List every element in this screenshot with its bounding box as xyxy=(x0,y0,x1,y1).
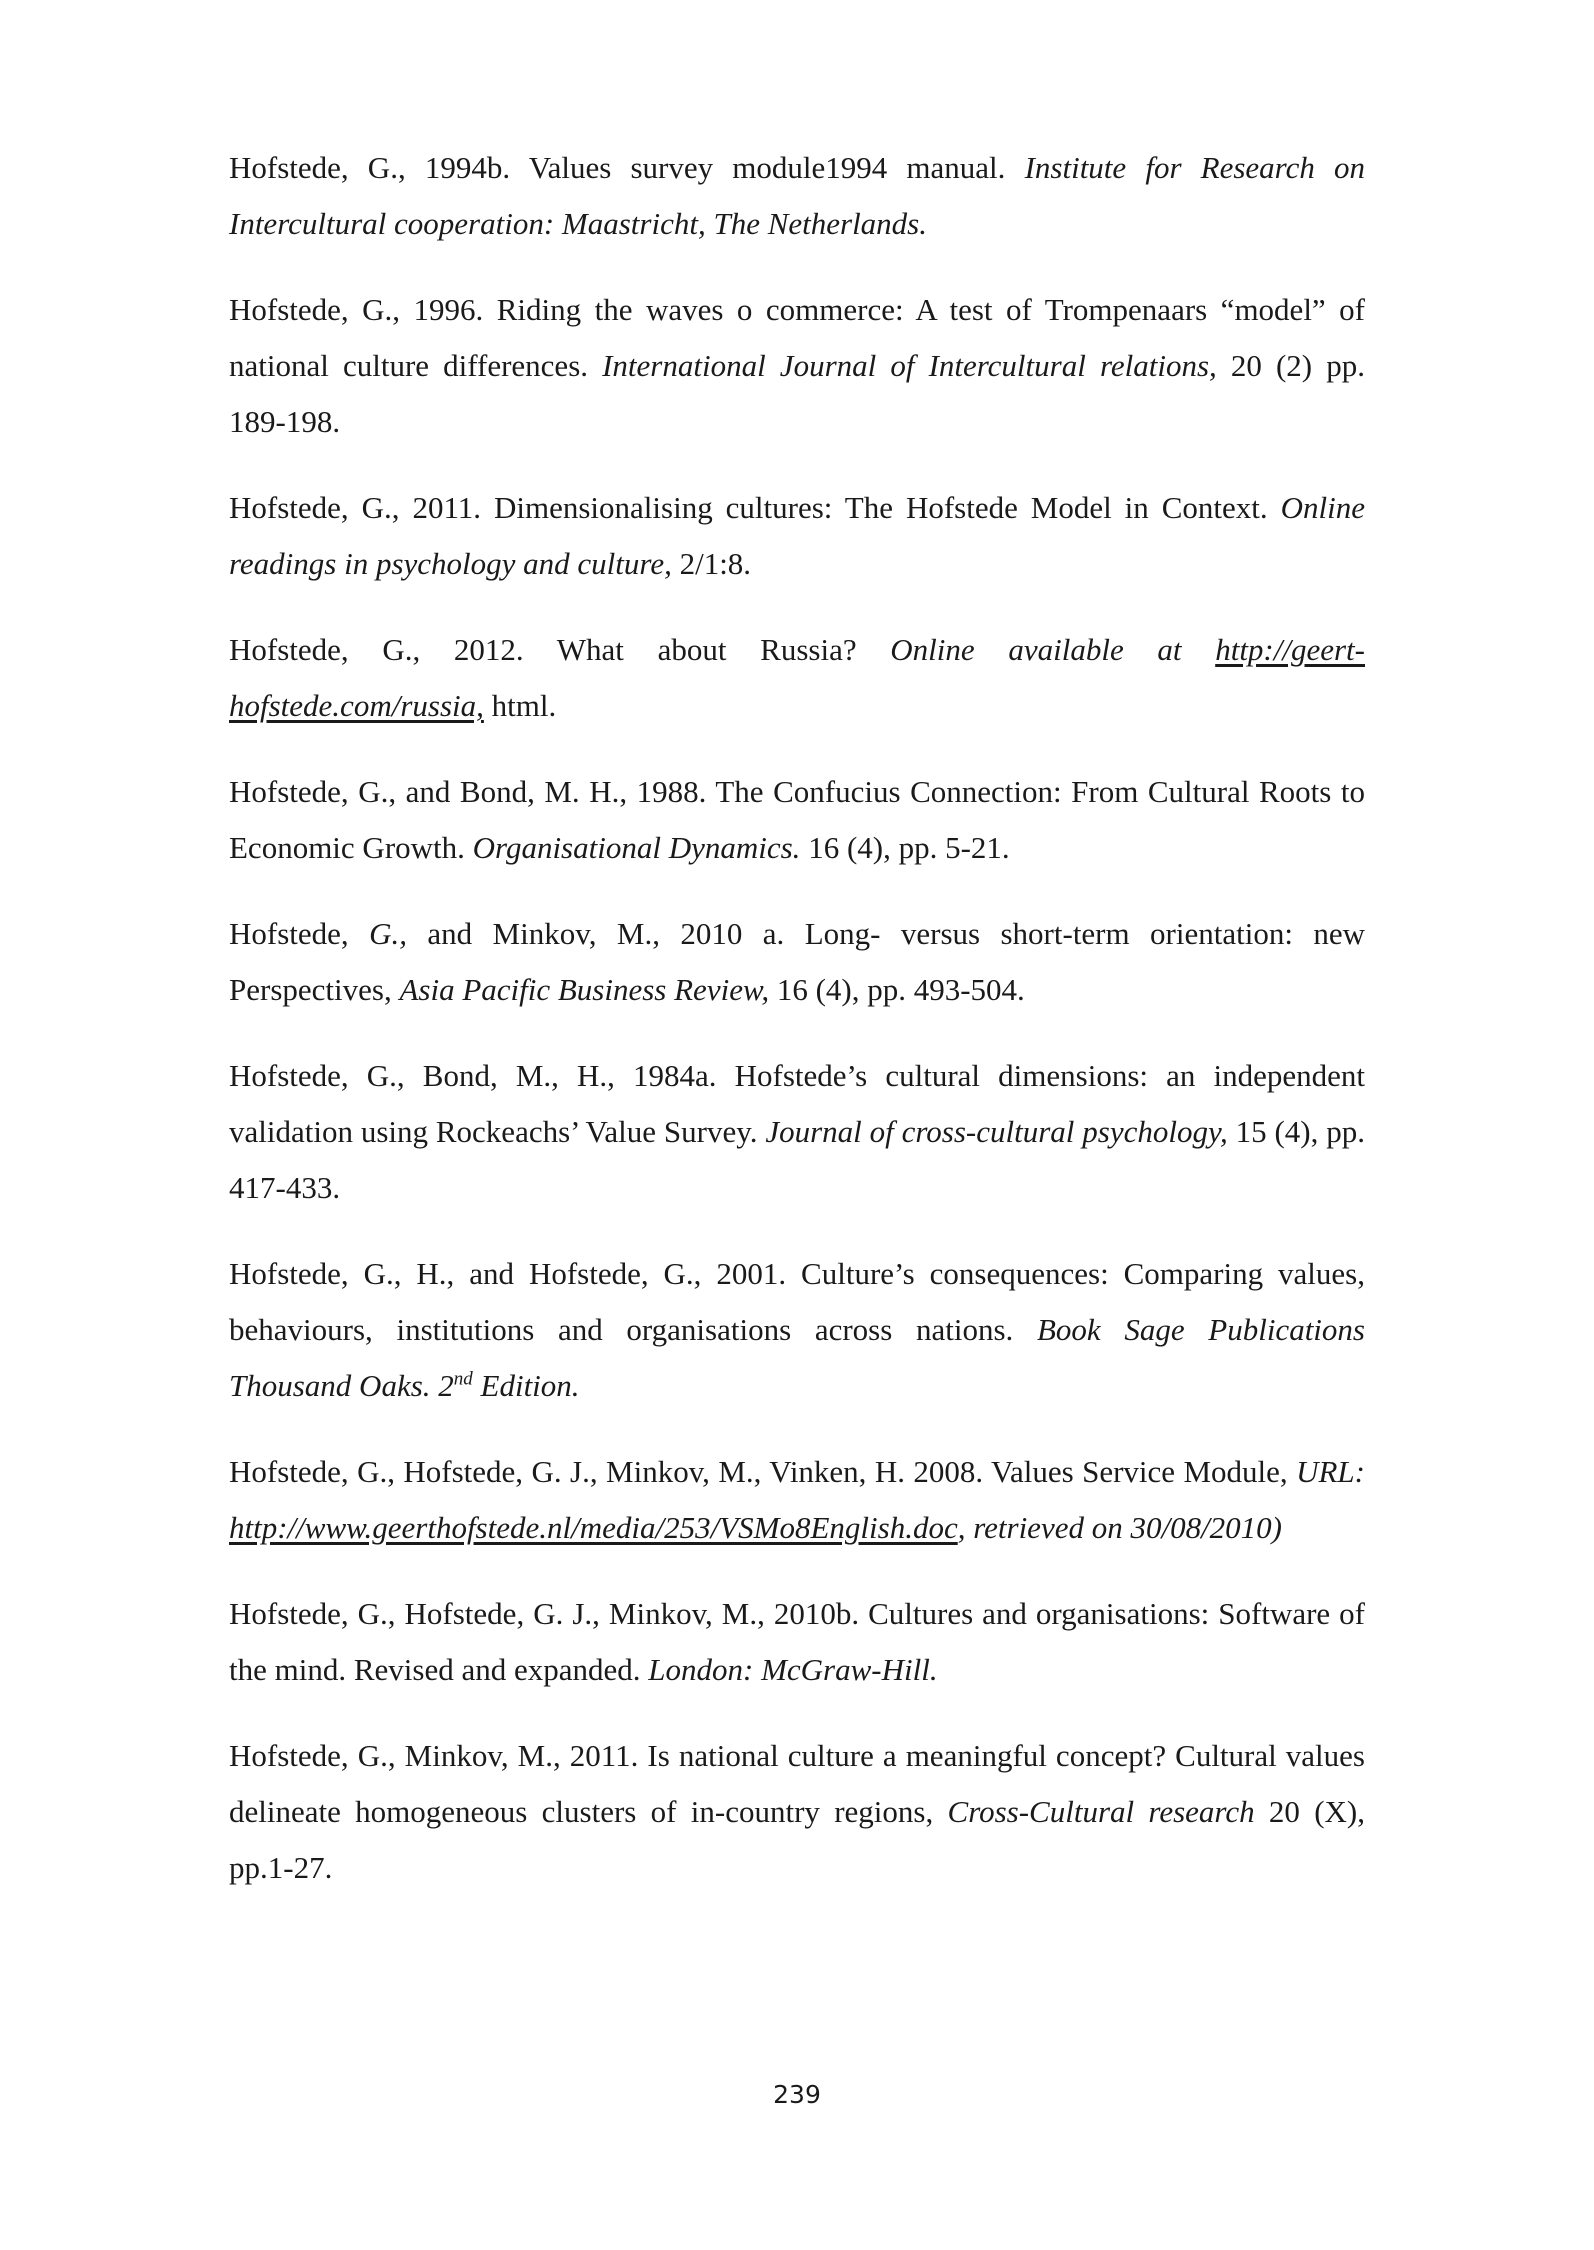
reference-entry xyxy=(229,480,1365,592)
reference-source: International Journal of Intercultural relations, xyxy=(602,348,1217,383)
reference-text: Hofstede, G., Hofstede, G. J., Minkov, M., 2010b. Cultures and organisations: Software of the mind. Revised and expanded. xyxy=(229,1596,1365,1687)
reference-details: html. xyxy=(483,688,557,723)
page-number: 239 xyxy=(773,2080,821,2109)
reference-entry xyxy=(229,1586,1365,1698)
reference-text: Hofstede, G., 1994b. Values survey module1994 manual. xyxy=(229,150,1025,185)
ordinal-suffix: nd xyxy=(453,1368,473,1390)
reference-text: Hofstede, G., 2011. Dimensionalising cultures: The Hofstede Model in Context. xyxy=(229,490,1281,525)
reference-text: Hofstede, xyxy=(229,916,370,951)
reference-details: 16 (4), pp. 493-504. xyxy=(769,972,1025,1007)
reference-entry xyxy=(229,1048,1365,1216)
reference-entry xyxy=(229,140,1365,252)
reference-entry xyxy=(229,764,1365,876)
reference-details: 20 (X), pp.1-27. xyxy=(229,1794,1365,1885)
reference-source: Journal of cross-cultural psychology, xyxy=(765,1114,1228,1149)
reference-details: 15 (4), pp. 417-433. xyxy=(229,1114,1365,1205)
reference-entry xyxy=(229,622,1365,734)
reference-details: 20 (2) pp. 189-198. xyxy=(229,348,1365,439)
reference-source: Institute for Research on Intercultural cooperation: Maastricht, The Netherlands. xyxy=(229,150,1365,241)
reference-source: Online readings in psychology and culture, xyxy=(229,490,1365,581)
reference-text: and Minkov, M., 2010 a. Long- versus short-term orientation: new Perspectives, xyxy=(229,916,1366,1007)
reference-link[interactable]: http://www.geerthofstede.nl/media/253/VSMo8English.doc xyxy=(229,1510,958,1545)
reference-link[interactable]: http://geert-hofstede.com/russia, xyxy=(229,632,1365,723)
reference-details: 2/1:8. xyxy=(671,546,752,581)
reference-source: Online available at xyxy=(890,632,1216,667)
reference-entry xyxy=(229,282,1365,450)
reference-text: Hofstede, G., and Bond, M. H., 1988. The Confucius Connection: From Cultural Roots to Economic Growth. xyxy=(229,774,1365,865)
reference-entry xyxy=(229,1728,1365,1896)
reference-source: Book Sage Publications Thousand Oaks. 2 xyxy=(229,1312,1365,1403)
reference-text: Hofstede, G., 1996. Riding the waves o commerce: A test of Trompenaars “model” of national culture differences. xyxy=(229,292,1365,383)
reference-source: Asia Pacific Business Review, xyxy=(399,972,770,1007)
reference-initial: G., xyxy=(369,916,407,951)
reference-text: Hofstede, G., H., and Hofstede, G., 2001. Culture’s consequences: Comparing values, behaviours, institutions and organisations across nations. xyxy=(229,1256,1365,1347)
reference-retrieved: , retrieved on 30/08/2010) xyxy=(957,1510,1283,1545)
reference-entry xyxy=(229,1246,1365,1414)
reference-details: 16 (4), pp. 5-21. xyxy=(800,830,1010,865)
reference-text: Hofstede, G., 2012. What about Russia? xyxy=(229,632,891,667)
reference-source: Organisational Dynamics. xyxy=(472,830,801,865)
reference-entry xyxy=(229,1444,1365,1556)
reference-text: Hofstede, G., Hofstede, G. J., Minkov, M., Vinken, H. 2008. Values Service Module, xyxy=(229,1454,1297,1489)
reference-text: Hofstede, G., Bond, M., H., 1984a. Hofstede’s cultural dimensions: an independent validation using Rockeachs’ Value Survey. xyxy=(229,1058,1365,1149)
reference-list xyxy=(229,140,1365,1926)
reference-url-label: URL: xyxy=(1296,1454,1365,1489)
reference-source: Cross-Cultural research xyxy=(947,1794,1255,1829)
reference-text: Hofstede, G., Minkov, M., 2011. Is national culture a meaningful concept? Cultural values delineate homogeneous clusters of in-country regions, xyxy=(229,1738,1365,1829)
reference-entry xyxy=(229,906,1365,1018)
reference-edition: Edition. xyxy=(472,1368,580,1403)
reference-source: London: McGraw-Hill. xyxy=(648,1652,938,1687)
